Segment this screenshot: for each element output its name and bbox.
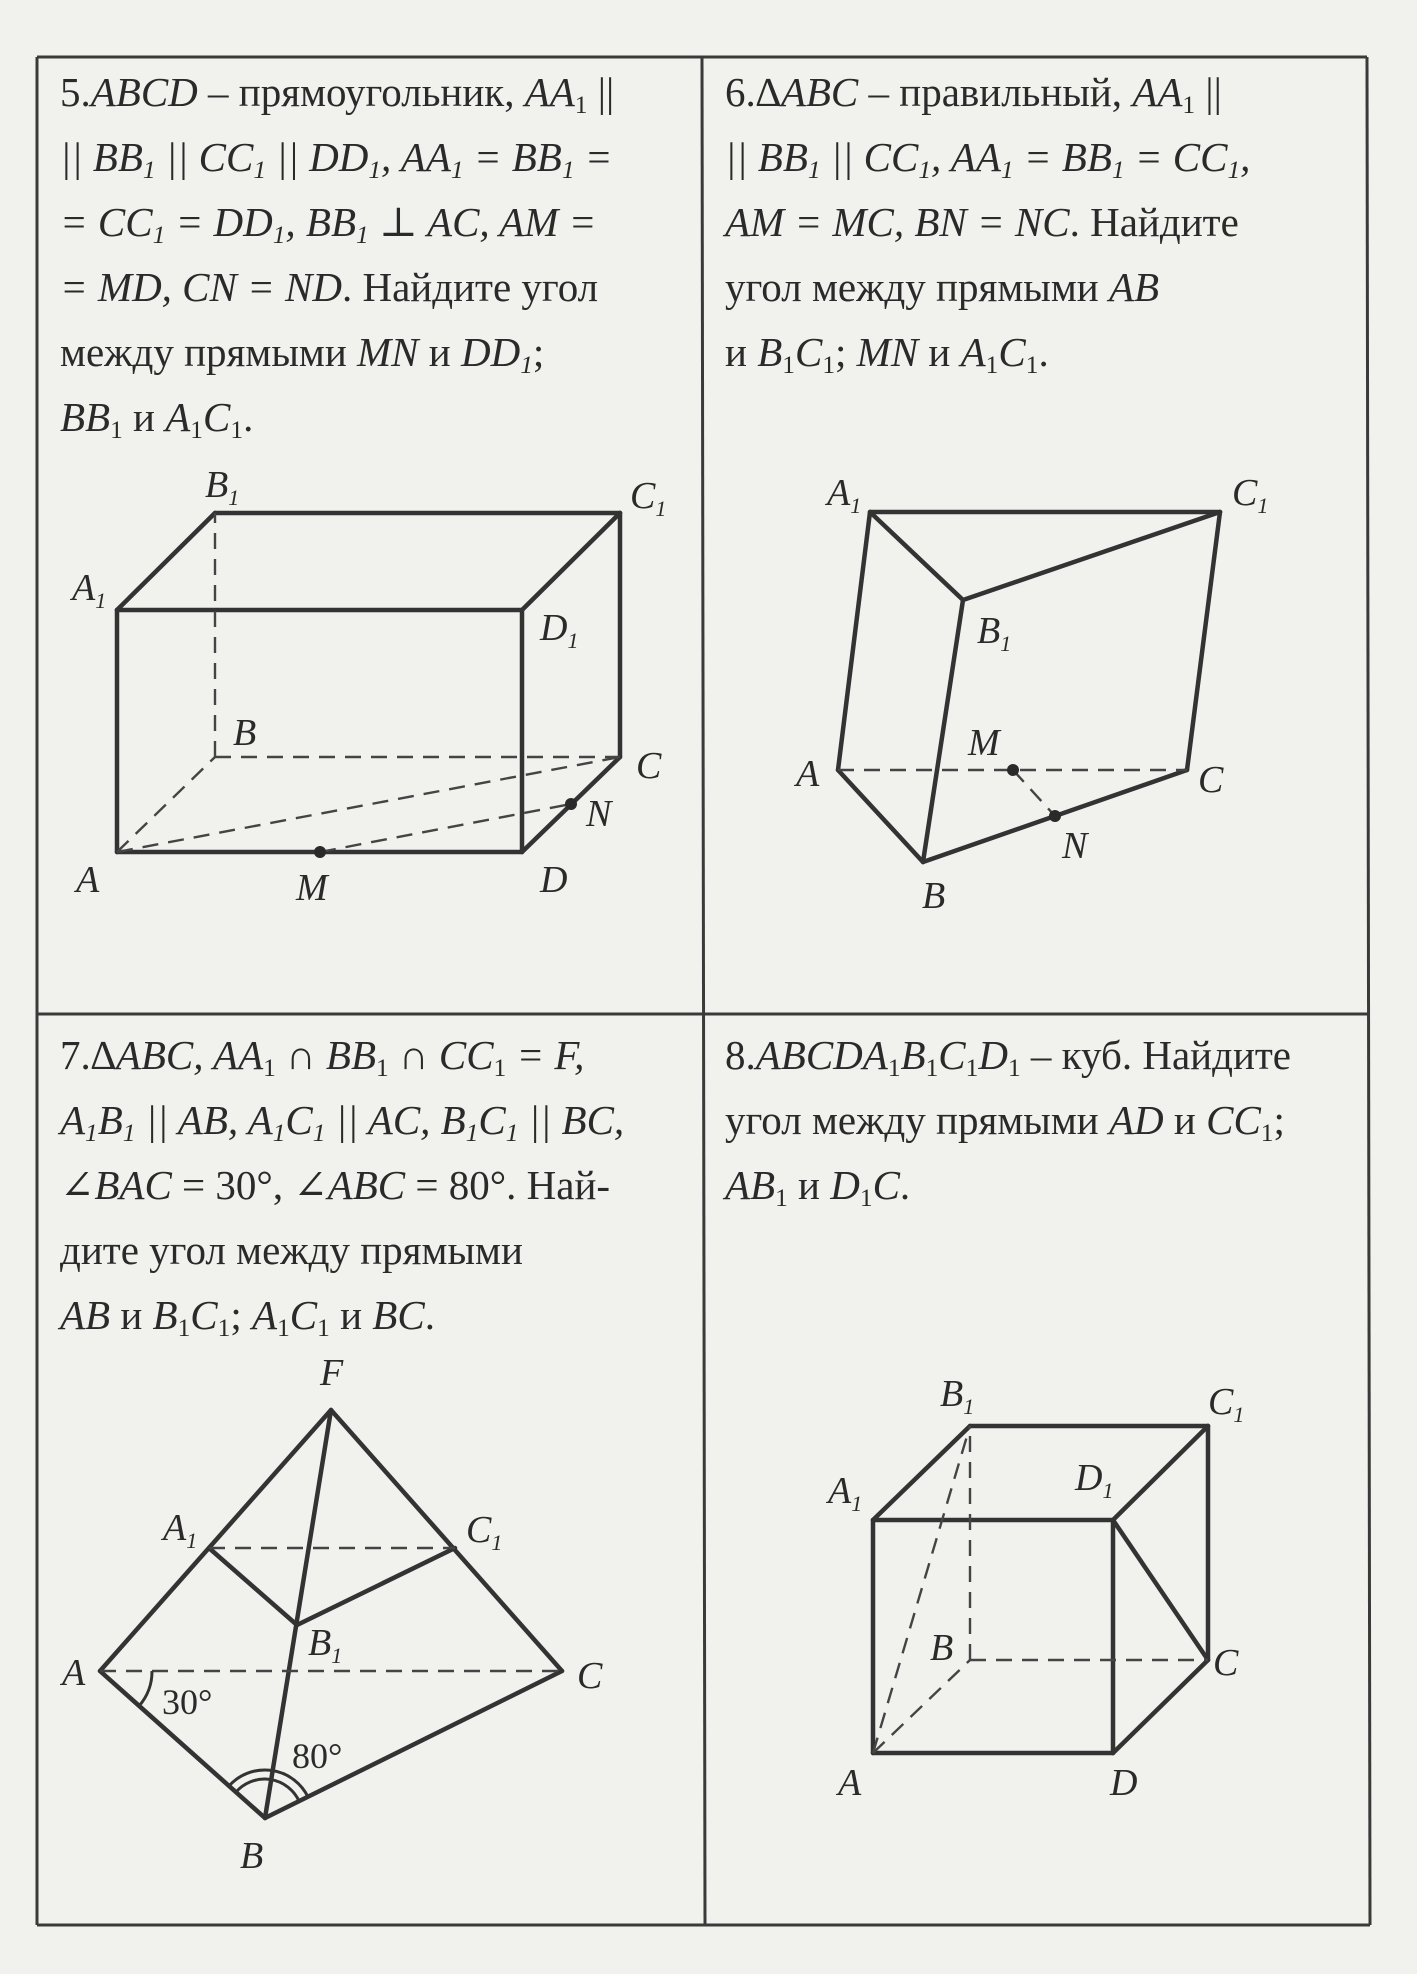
label-A: A [62,1652,86,1694]
label-B: B [922,875,946,917]
label-M: M [296,867,328,909]
edge-A-B [873,1660,970,1753]
label-D: D [540,859,568,901]
label-A: A [796,753,820,795]
label-B1: $B_1$ [977,610,1012,656]
problem-8-line-2: угол между прямыми AD и $CC_1$; [725,1097,1285,1148]
label-M: M [968,722,1000,764]
problem-8-line-3: $AB_1$ и $D_1C$. [725,1162,911,1213]
label-A1: $A_1$ [828,1470,863,1516]
label-B: B [240,1835,264,1877]
problem-7-line-4: дите угол между прямыми [60,1227,523,1273]
diagonal-D1-C [1113,1520,1208,1660]
edge-D-C [1113,1660,1208,1753]
problem-5-line-4: = MD, CN = ND. Найдите угол [60,264,599,310]
problem-5-line-6: $BB_1$ и $A_1C_1$. [60,394,254,445]
label-C: C [636,745,662,787]
label-C1: $C_1$ [1208,1381,1245,1427]
label-C: C [1213,1642,1239,1684]
label-N: N [1062,825,1088,867]
label-C: C [577,1655,603,1697]
label-D1: $D_1$ [1075,1457,1114,1503]
label-C: C [1198,759,1224,801]
problem-7-line-1: 7.∆ABC, $AA_1$ ∩ $BB_1$ ∩ $CC_1 = F$, [60,1032,585,1083]
label-A1: $A_1$ [72,567,107,613]
problem-5-line-2: || $BB_1$ || $CC_1$ || $DD_1$, $AA_1 = BB_1$ = [60,134,613,185]
problem-5-line-5: между прямыми MN и $DD_1$; [60,329,545,380]
label-B: B [930,1627,954,1669]
label-D: D [1110,1762,1138,1804]
problem-6-line-3: AM = MC, BN = NC. Найдите [725,199,1239,245]
label-D1: $D_1$ [540,607,579,653]
problem-7-line-3: ∠BAC = 30°, ∠ABC = 80°. Най- [60,1162,611,1208]
problem-5-line-1: 5.ABCD – прямоугольник, $AA_1$ || [60,69,615,120]
problem-7-line-5: AB и $B_1C_1$; $A_1C_1$ и BC. [60,1292,435,1343]
label-B1: $B_1$ [205,464,240,510]
label-C1: $C_1$ [466,1509,503,1555]
problem-5-line-3: = $CC_1 = DD_1$, $BB_1$ ⊥ AC, AM = [60,199,597,250]
problem-6-line-5: и $B_1C_1$; MN и $A_1C_1$. [725,329,1049,380]
angle-label-B: 80° [292,1736,343,1776]
problem-6-line-4: угол между прямыми AB [725,264,1160,310]
label-A1: $A_1$ [163,1507,198,1553]
label-N: N [586,793,612,835]
label-C1: $C_1$ [630,475,667,521]
label-B: B [233,712,257,754]
problem-6-line-2: || $BB_1$ || $CC_1$, $AA_1 = BB_1 = CC_1$, [725,134,1251,185]
problem-8-line-1: $8.ABCDA_1B_1C_1D_1$ – куб. Найдите [725,1032,1291,1083]
label-A: A [76,859,100,901]
angle-label-A: 30° [162,1682,213,1722]
label-B1: $B_1$ [308,1622,343,1668]
label-F: F [320,1352,344,1394]
label-B1: $B_1$ [940,1373,975,1419]
label-C1: $C_1$ [1232,472,1269,518]
problem-7-line-2: $A_1B_1$ || AB, $A_1C_1$ || AC, $B_1C_1$ || BC, [60,1097,625,1148]
problem-6-line-1: 6.∆ABC – правильный, $AA_1$ || [725,69,1222,120]
label-A: A [838,1762,862,1804]
label-A1: $A_1$ [827,472,862,518]
edge-D1-C1 [1113,1426,1208,1520]
